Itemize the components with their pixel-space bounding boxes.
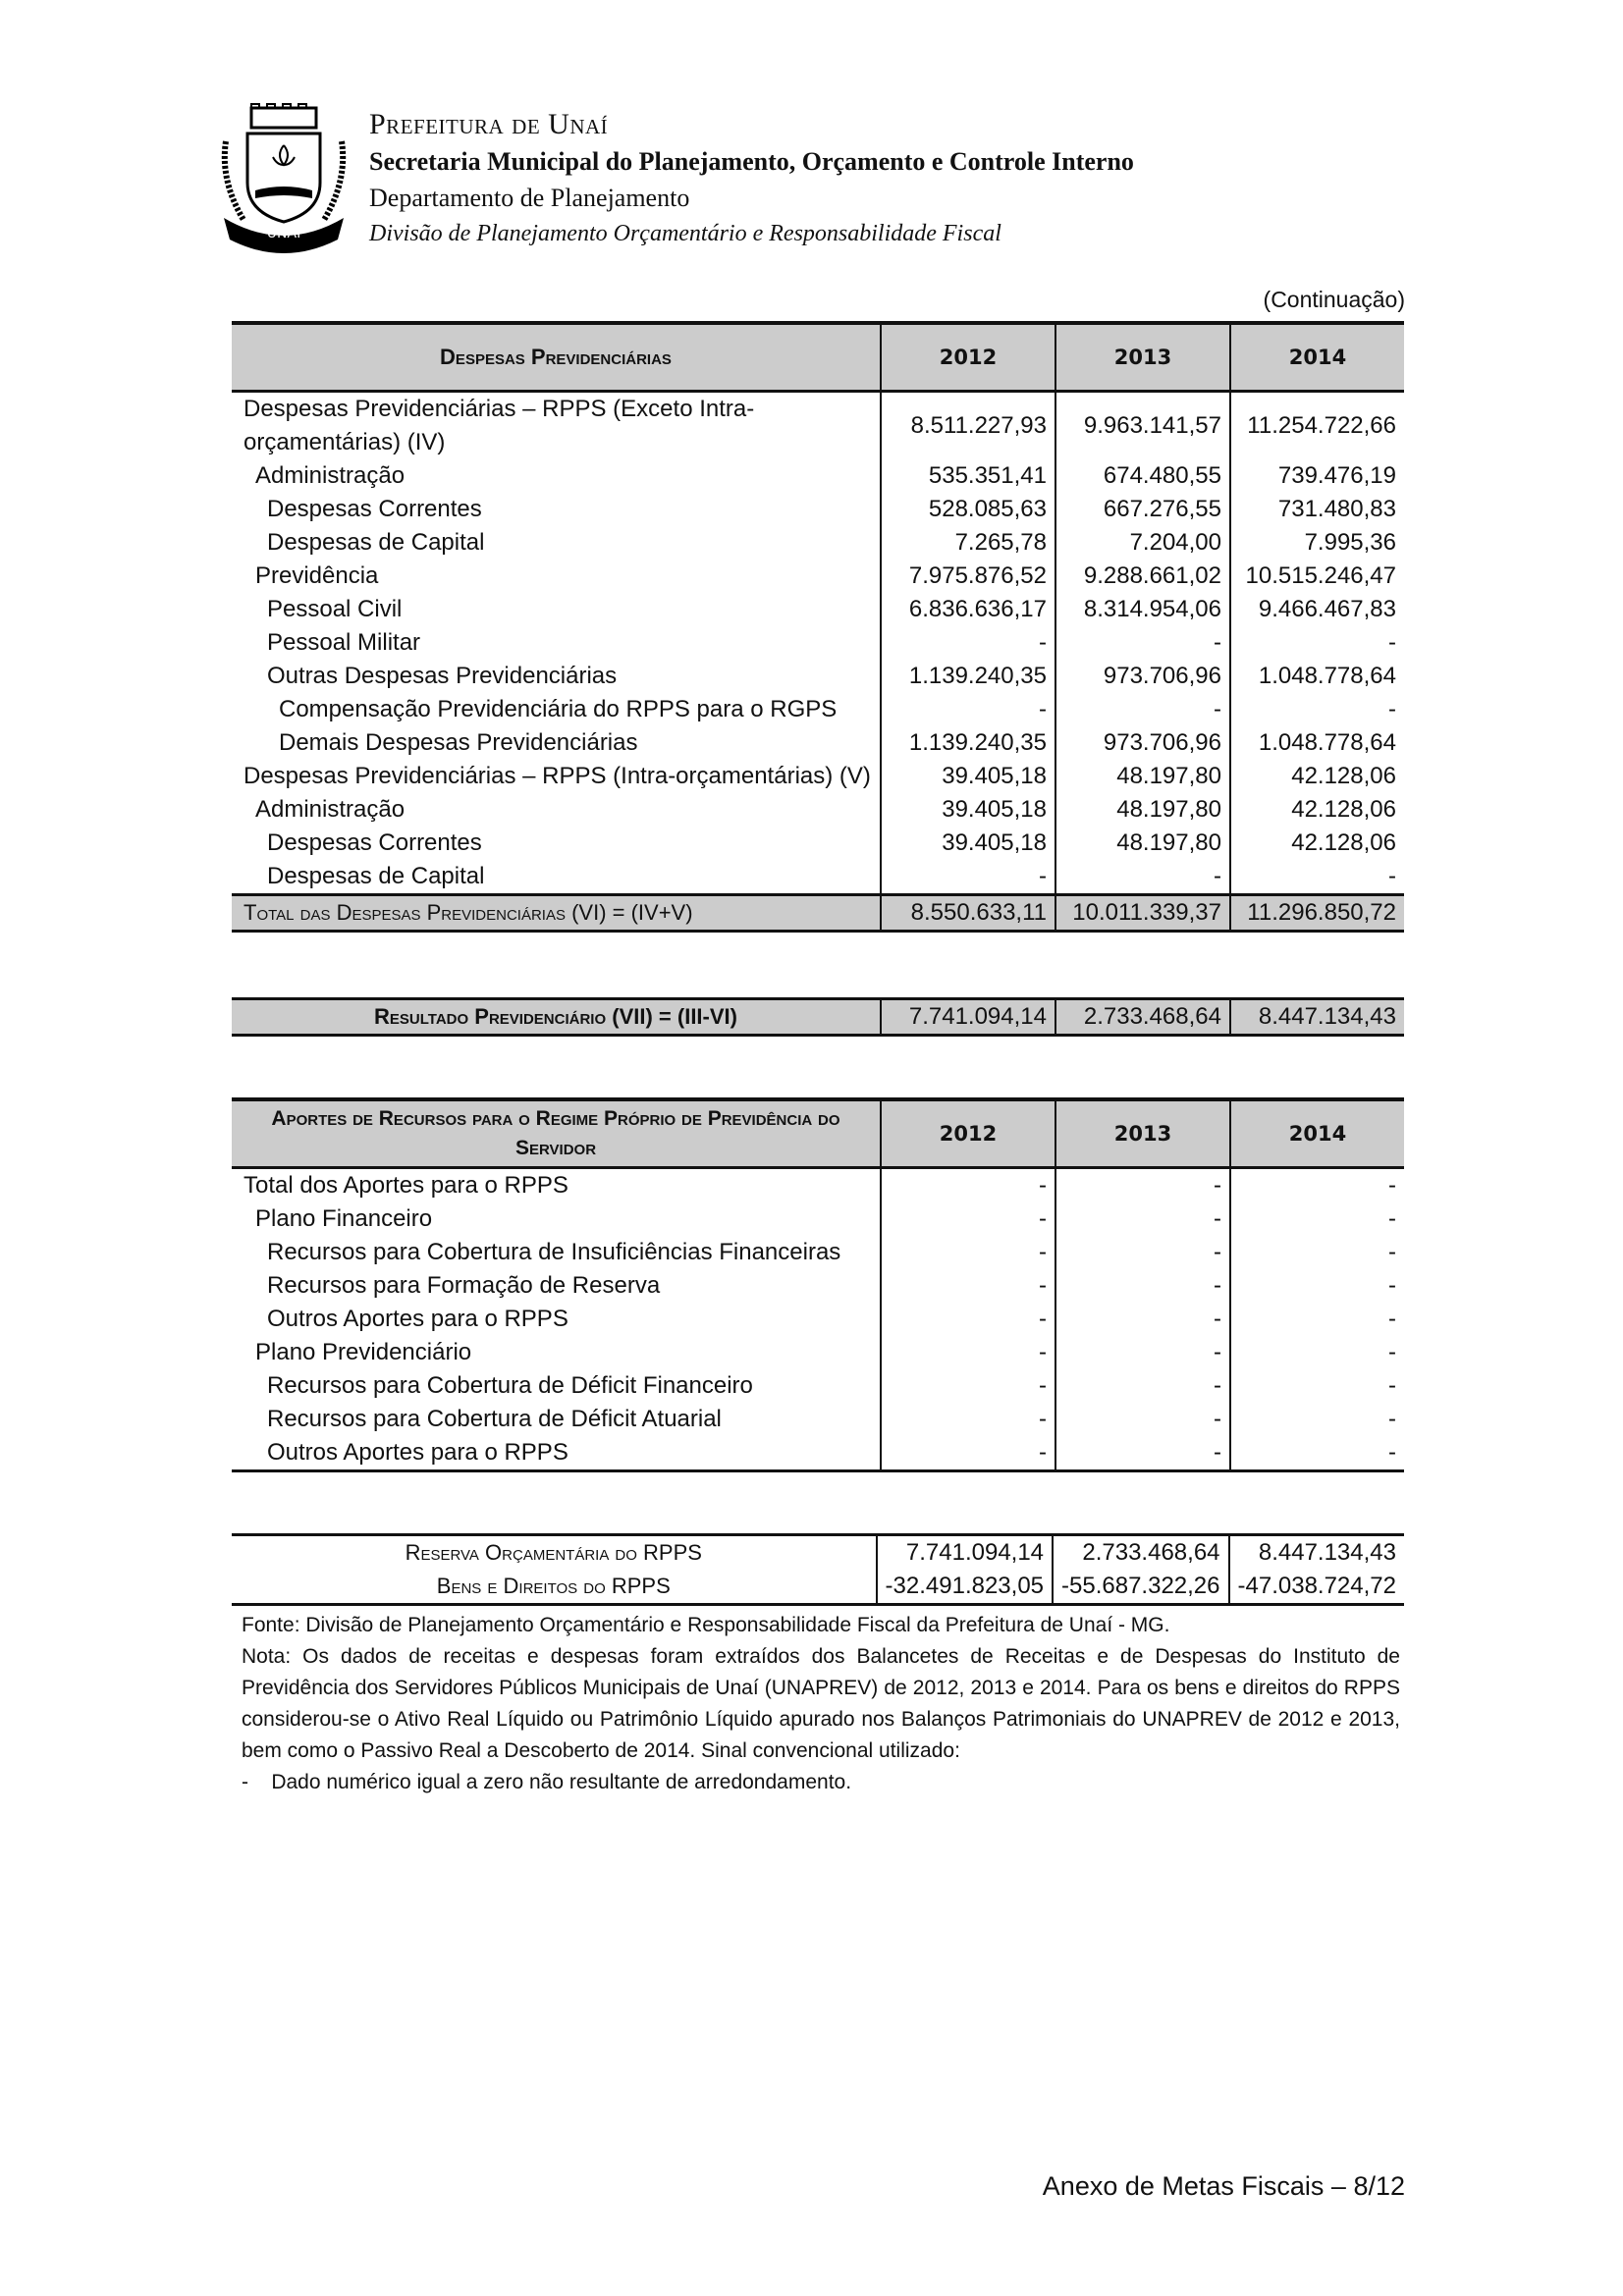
total-label: Total das Despesas Previdenciárias (VI) = (IV+V)	[232, 895, 881, 932]
table-row	[232, 693, 1404, 726]
prefeitura-title: Prefeitura de Unaí	[369, 108, 609, 140]
table-row	[232, 726, 1404, 760]
table-row	[232, 1269, 1404, 1303]
year-2014: 2014	[1230, 1099, 1404, 1168]
row-value-2013: -	[1055, 1436, 1230, 1471]
table-row	[232, 827, 1404, 860]
aportes-table	[232, 1097, 1404, 1472]
row-value-2013: -	[1055, 1403, 1230, 1436]
legend-note: - Dado numérico igual a zero não resultante de arredondamento.	[242, 1771, 852, 1793]
resultado-table	[232, 997, 1404, 1037]
row-value-2012: -	[881, 626, 1055, 660]
row-value-2012: -	[881, 860, 1055, 895]
row-value-2014: -	[1230, 1436, 1404, 1471]
methodology-note: Nota: Os dados de receitas e despesas foram extraídos dos Balancetes de Receitas e de Despesas do Instituto de Previdência dos Servidores Públicos Municipais de Unaí (UNAPREV) de 2012, 2013 e 2014. Para os bens e direitos do RPPS considerou-se o Ativo Real Líquido ou Patrimônio Líquido apurado nos Balanços Patrimoniais do UNAPREV de 2012 e 2013, bem como o Passivo Real a Descoberto de 2014. Sinal convencional utilizado:	[242, 1645, 1400, 1762]
municipal-coat-of-arms-icon	[218, 102, 350, 259]
table-row	[232, 593, 1404, 626]
row-label: Despesas de Capital	[267, 529, 485, 556]
row-label: Outras Despesas Previdenciárias	[267, 663, 618, 689]
row-label: Despesas Previdenciárias – RPPS (Exceto Intra-orçamentárias) (IV)	[243, 396, 755, 455]
row-value-2014: -	[1230, 1403, 1404, 1436]
table-header-row	[232, 323, 1404, 392]
row-value-2014: 739.476,19	[1230, 459, 1404, 493]
row-value-2014: 9.466.467,83	[1230, 593, 1404, 626]
resultado-row	[232, 999, 1404, 1036]
row-value-2012: -	[881, 1369, 1055, 1403]
row-label: Total dos Aportes para o RPPS	[243, 1172, 568, 1199]
row-value-2012: 7.741.094,14	[877, 1535, 1053, 1571]
row-value-2013: 9.963.141,57	[1055, 392, 1230, 460]
row-value-2012: 1.139.240,35	[881, 660, 1055, 693]
row-value-2012: -	[881, 1403, 1055, 1436]
secretaria-name: Secretaria Municipal do Planejamento, Orçamento e Controle Interno	[369, 147, 1134, 176]
row-label: Pessoal Civil	[267, 596, 403, 622]
row-value-2013: 7.204,00	[1055, 526, 1230, 560]
row-label: Despesas de Capital	[267, 863, 485, 889]
row-value-2013: 2.733.468,64	[1053, 1535, 1228, 1571]
row-value-2014: -	[1230, 1369, 1404, 1403]
row-value-2012: 8.511.227,93	[881, 392, 1055, 460]
table-row	[232, 560, 1404, 593]
svg-text:UNAÍ: UNAÍ	[266, 226, 301, 241]
table-row	[232, 626, 1404, 660]
row-value-2014: 8.447.134,43	[1229, 1535, 1404, 1571]
row-value-2014: -	[1230, 1303, 1404, 1336]
despesas-table	[232, 321, 1404, 933]
row-value-2014: -	[1230, 1336, 1404, 1369]
resultado-2012: 7.741.094,14	[881, 999, 1055, 1036]
row-label: Recursos para Cobertura de Insuficiências Financeiras	[267, 1239, 841, 1265]
row-value-2014: -	[1230, 1269, 1404, 1303]
row-value-2014: -	[1230, 626, 1404, 660]
row-value-2013: -	[1055, 1369, 1230, 1403]
row-label: Previdência	[255, 562, 379, 589]
row-value-2013: 973.706,96	[1055, 726, 1230, 760]
row-value-2013: 8.314.954,06	[1055, 593, 1230, 626]
row-value-2012: 535.351,41	[881, 459, 1055, 493]
row-label: Administração	[255, 462, 406, 489]
row-value-2014: -	[1230, 1236, 1404, 1269]
row-value-2012: 39.405,18	[881, 827, 1055, 860]
table-row	[232, 760, 1404, 793]
row-value-2013: -	[1055, 1236, 1230, 1269]
table-header-row	[232, 1099, 1404, 1168]
total-2013: 10.011.339,37	[1055, 895, 1230, 932]
row-value-2012: 7.265,78	[881, 526, 1055, 560]
row-value-2014: 11.254.722,66	[1230, 392, 1404, 460]
row-label: Administração	[255, 796, 406, 823]
departamento-name: Departamento de Planejamento	[369, 184, 690, 212]
source-note: Fonte: Divisão de Planejamento Orçamentário e Responsabilidade Fiscal da Prefeitura de Unaí - MG.	[242, 1614, 1170, 1636]
page-header	[218, 102, 1298, 259]
row-value-2012: -	[881, 1236, 1055, 1269]
row-value-2012: -32.491.823,05	[877, 1570, 1053, 1605]
divisao-name: Divisão de Planejamento Orçamentário e Responsabilidade Fiscal	[369, 221, 1001, 246]
row-value-2012: -	[881, 1168, 1055, 1203]
table-row	[232, 1369, 1404, 1403]
aportes-header: Aportes de Recursos para o Regime Próprio de Previdência do Servidor	[232, 1099, 881, 1168]
row-label: Pessoal Militar	[267, 629, 421, 656]
row-label: Outros Aportes para o RPPS	[267, 1306, 568, 1332]
despesas-header: Despesas Previdenciárias	[232, 323, 881, 392]
notes	[242, 1610, 1400, 1798]
row-label: Recursos para Formação de Reserva	[267, 1272, 661, 1299]
table-row	[232, 1336, 1404, 1369]
table-row	[232, 459, 1404, 493]
row-value-2014: 42.128,06	[1230, 760, 1404, 793]
row-label: Outros Aportes para o RPPS	[232, 1436, 881, 1471]
row-label: Reserva Orçamentária do RPPS	[232, 1535, 877, 1571]
row-label: Bens e Direitos do RPPS	[232, 1570, 877, 1605]
row-value-2013: -	[1055, 1168, 1230, 1203]
row-value-2012: -	[881, 1436, 1055, 1471]
row-value-2013: 973.706,96	[1055, 660, 1230, 693]
row-value-2014: 7.995,36	[1230, 526, 1404, 560]
row-value-2013: 674.480,55	[1055, 459, 1230, 493]
row-label: Despesas Correntes	[267, 829, 482, 856]
row-value-2013: 48.197,80	[1055, 793, 1230, 827]
row-label: Despesas Previdenciárias – RPPS (Intra-orçamentárias) (V)	[243, 763, 871, 789]
row-label: Plano Financeiro	[255, 1205, 433, 1232]
table-row	[232, 793, 1404, 827]
row-value-2012: 6.836.636,17	[881, 593, 1055, 626]
row-label: Plano Previdenciário	[255, 1339, 472, 1365]
row-label: Compensação Previdenciária do RPPS para o RGPS	[279, 696, 838, 722]
row-value-2012: 528.085,63	[881, 493, 1055, 526]
table-row	[232, 1303, 1404, 1336]
row-value-2012: 39.405,18	[881, 793, 1055, 827]
row-value-2014: 10.515.246,47	[1230, 560, 1404, 593]
resultado-label: Resultado Previdenciário (VII) = (III-VI)	[232, 999, 881, 1036]
total-2012: 8.550.633,11	[881, 895, 1055, 932]
row-value-2012: 7.975.876,52	[881, 560, 1055, 593]
row-value-2014: -	[1230, 860, 1404, 895]
row-value-2013: -	[1055, 693, 1230, 726]
table-row	[232, 493, 1404, 526]
year-2013: 2013	[1055, 1099, 1230, 1168]
table-row	[232, 1535, 1404, 1571]
page-footer: Anexo de Metas Fiscais – 8/12	[1042, 2171, 1405, 2201]
table-row	[232, 1436, 1404, 1471]
row-value-2013: -	[1055, 626, 1230, 660]
resultado-2014: 8.447.134,43	[1230, 999, 1404, 1036]
row-value-2013: -	[1055, 1336, 1230, 1369]
table-row	[232, 660, 1404, 693]
row-value-2014: 731.480,83	[1230, 493, 1404, 526]
row-label: Recursos para Cobertura de Déficit Financeiro	[267, 1372, 753, 1399]
table-row	[232, 526, 1404, 560]
continuation-label: (Continuação)	[1263, 287, 1405, 312]
row-value-2014: 42.128,06	[1230, 827, 1404, 860]
row-value-2014: -	[1230, 1168, 1404, 1203]
row-value-2013: -	[1055, 1303, 1230, 1336]
row-label: Despesas Correntes	[267, 496, 482, 522]
row-value-2014: 1.048.778,64	[1230, 726, 1404, 760]
year-2014: 2014	[1230, 323, 1404, 392]
row-value-2012: 39.405,18	[881, 760, 1055, 793]
total-row	[232, 895, 1404, 932]
table-row	[232, 1168, 1404, 1203]
row-value-2013: -	[1055, 1269, 1230, 1303]
table-row	[232, 1202, 1404, 1236]
row-value-2014: -47.038.724,72	[1229, 1570, 1404, 1605]
table-row	[232, 1570, 1404, 1605]
row-value-2013: -	[1055, 860, 1230, 895]
table-row	[232, 1236, 1404, 1269]
row-value-2014: -	[1230, 1202, 1404, 1236]
row-value-2012: -	[881, 693, 1055, 726]
year-2012: 2012	[881, 1099, 1055, 1168]
row-value-2012: 1.139.240,35	[881, 726, 1055, 760]
row-value-2012: -	[881, 1269, 1055, 1303]
row-value-2012: -	[881, 1336, 1055, 1369]
row-label: Recursos para Cobertura de Déficit Atuarial	[267, 1406, 722, 1432]
total-2014: 11.296.850,72	[1230, 895, 1404, 932]
year-2013: 2013	[1055, 323, 1230, 392]
table-row	[232, 392, 1404, 460]
table-row	[232, 860, 1404, 895]
row-value-2013: 9.288.661,02	[1055, 560, 1230, 593]
row-value-2012: -	[881, 1202, 1055, 1236]
reserva-table	[232, 1533, 1404, 1606]
row-value-2013: -55.687.322,26	[1053, 1570, 1228, 1605]
row-value-2013: -	[1055, 1202, 1230, 1236]
row-value-2014: -	[1230, 693, 1404, 726]
row-label: Demais Despesas Previdenciárias	[279, 729, 638, 756]
year-2012: 2012	[881, 323, 1055, 392]
table-row	[232, 1403, 1404, 1436]
row-value-2013: 667.276,55	[1055, 493, 1230, 526]
row-value-2012: -	[881, 1303, 1055, 1336]
row-value-2014: 1.048.778,64	[1230, 660, 1404, 693]
row-value-2014: 42.128,06	[1230, 793, 1404, 827]
row-value-2013: 48.197,80	[1055, 827, 1230, 860]
row-value-2013: 48.197,80	[1055, 760, 1230, 793]
resultado-2013: 2.733.468,64	[1055, 999, 1230, 1036]
